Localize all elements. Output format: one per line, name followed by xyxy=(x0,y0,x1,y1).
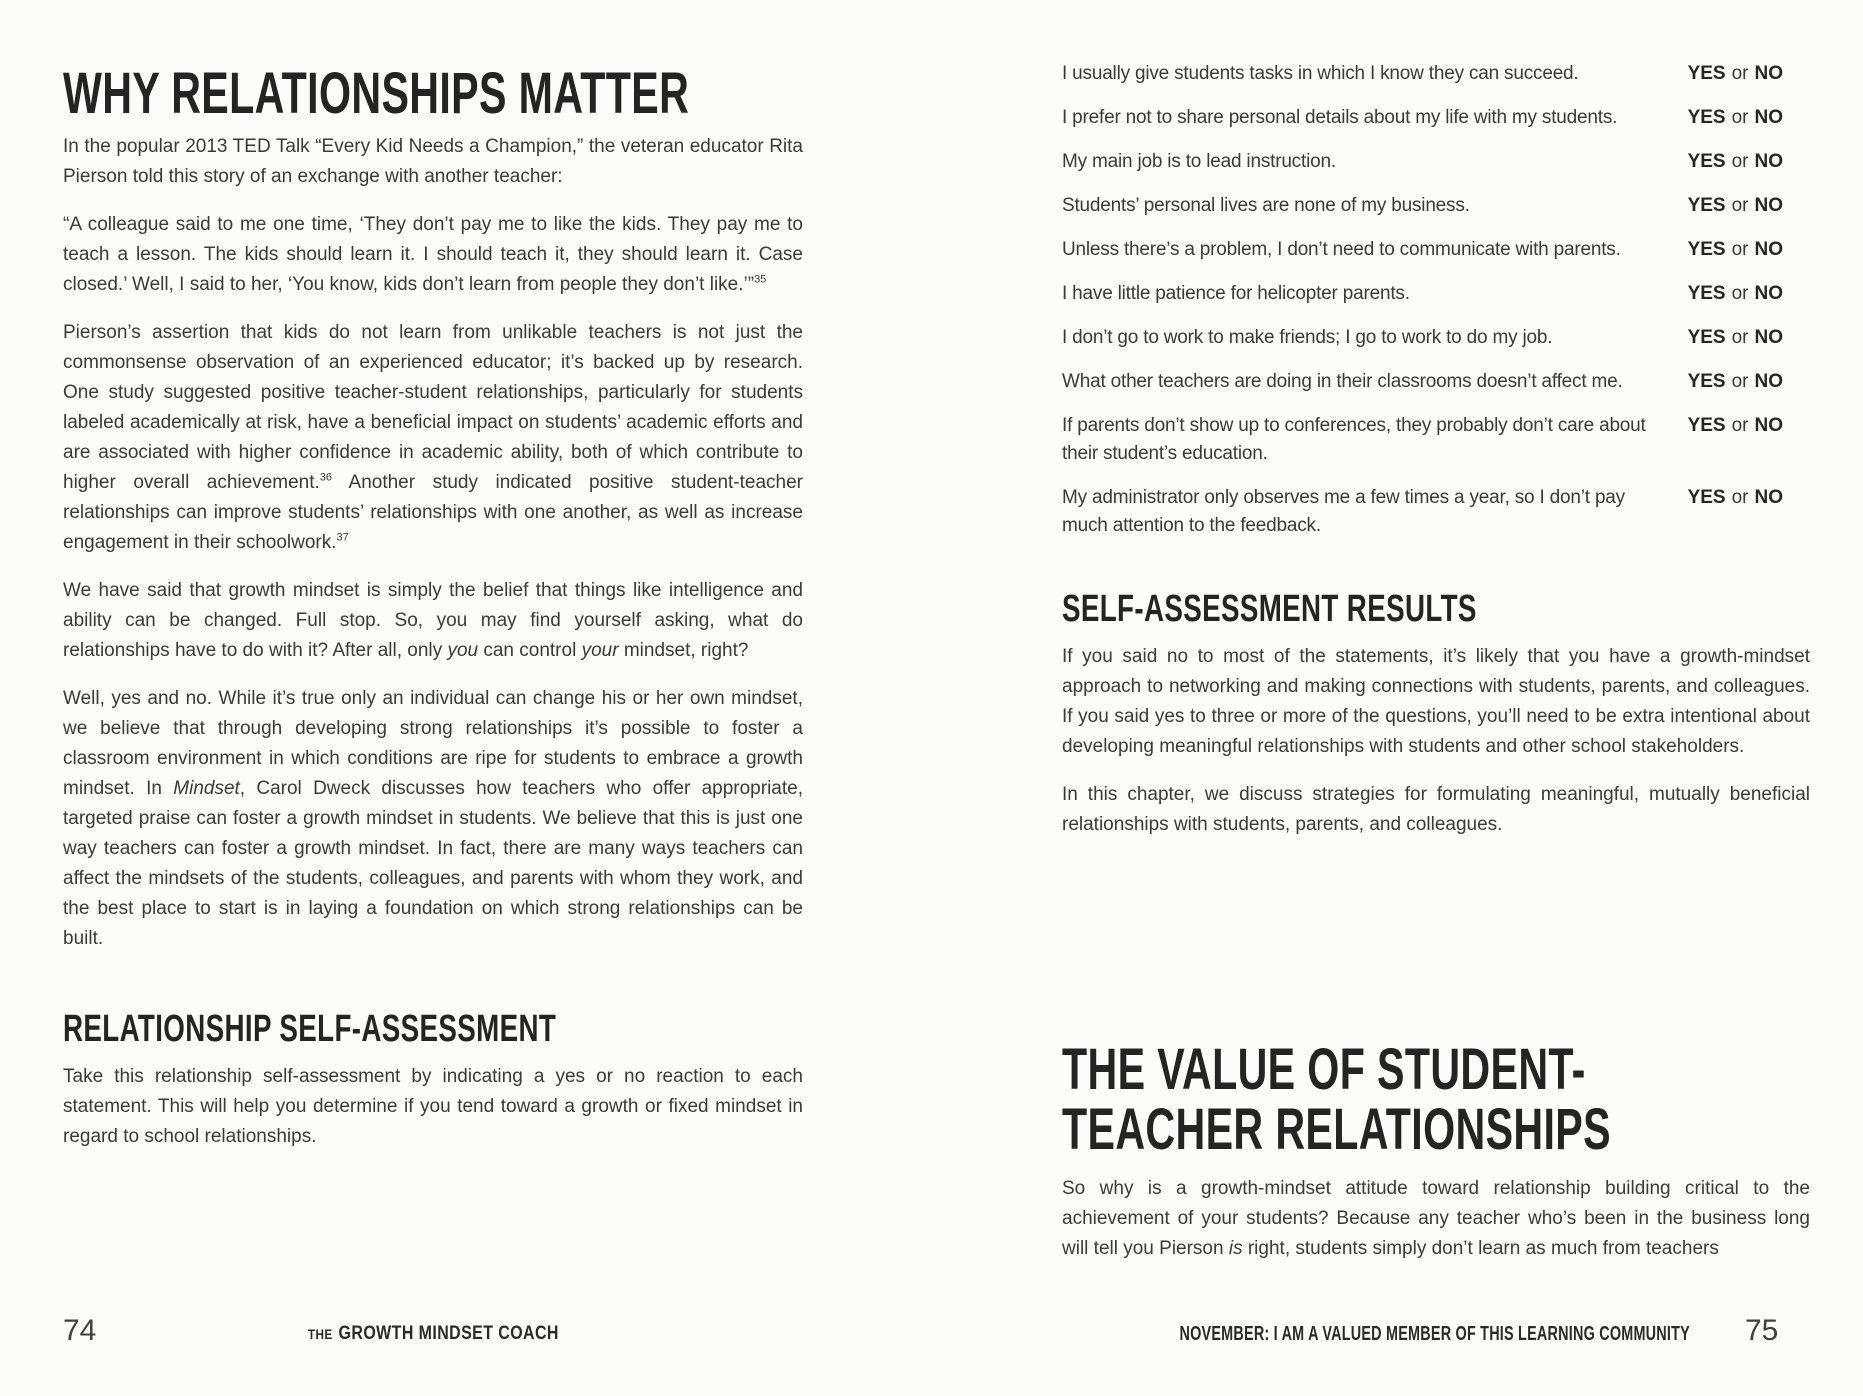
no-option: NO xyxy=(1754,239,1783,260)
left-running-footer xyxy=(63,1323,803,1345)
yes-option: YES xyxy=(1687,151,1726,172)
assessment-statement-text: What other teachers are doing in their classrooms doesn’t affect me. xyxy=(1062,371,1623,392)
or-label: or xyxy=(1731,195,1749,216)
left-page-title xyxy=(63,62,803,126)
yes-option: YES xyxy=(1687,487,1726,508)
yes-or-no-choice xyxy=(1688,280,1783,308)
book-title xyxy=(308,1323,559,1345)
assessment-statement-row xyxy=(1062,368,1810,396)
research-paragraph: Pierson’s assertion that kids do not learn from unlikable teachers is not just the commonsense observation of an experienced educator; it’s backed up by research. One study suggested positive teacher-student relationships, particularly for students labeled academically at risk, have a beneficial impact on students’ academic efforts and are associated with higher confidence in academic ability, both of which contribute to higher overall achievement.$^{36}$ Another study indicated positive student-teacher relationships can improve students’ relationships with one another, as well as increase engagement in their schoolwork.$^{37}$ xyxy=(63,322,803,553)
or-label: or xyxy=(1731,487,1749,508)
assessment-statement-row xyxy=(1062,60,1810,88)
no-option: NO xyxy=(1754,151,1783,172)
well-yes-and-no-paragraph: Well, yes and no. While it’s true only an individual can change his or her own mindset, we believe that through developing strong relationships it’s possible to foster a classroom environment in which conditions are ripe for students to embrace a growth mindset. In Mindset, Carol Dweck discusses how teachers who offer appropriate, targeted praise can foster a growth mindset in students. We believe that this is just one way teachers can foster a growth mindset. In fact, there are many ways teachers can affect the mindsets of the students, colleagues, and parents with whom they work, and the best place to start is in laying a foundation on which strong relationships can be built. xyxy=(63,688,803,949)
yes-option: YES xyxy=(1687,327,1726,348)
pierson-quote-paragraph: “A colleague said to me one time, ‘They don’t pay me to like the kids. They pay me to teach a lesson. The kids should learn it. I should teach it, they should learn it. Case closed.’ Well, I said to her, ‘You know, kids don’t learn from people they don’t like.’”$^{35}$ xyxy=(63,214,803,295)
yes-or-no-choice xyxy=(1688,368,1783,396)
right-page xyxy=(1062,60,1810,1282)
chapter-overview-paragraph: In this chapter, we discuss strategies for formulating meaningful, mutually beneficial relationships with students, parents, and colleagues. xyxy=(1062,784,1810,835)
assessment-statement-text: Unless there’s a problem, I don’t need to communicate with parents. xyxy=(1062,239,1621,260)
right-page-number: 75 xyxy=(1745,1314,1779,1347)
assessment-statement-row xyxy=(1062,192,1810,220)
assessment-statement-list xyxy=(1062,60,1810,540)
yes-or-no-choice xyxy=(1688,104,1783,132)
yes-option: YES xyxy=(1687,415,1726,436)
right-running-footer xyxy=(981,1323,1690,1346)
assessment-statement-row xyxy=(1062,412,1810,468)
yes-or-no-choice xyxy=(1688,324,1783,352)
assessment-statement-row xyxy=(1062,104,1810,132)
or-label: or xyxy=(1731,63,1749,84)
or-label: or xyxy=(1731,371,1749,392)
or-label: or xyxy=(1731,151,1749,172)
left-page-title-text: WHY RELATIONSHIPS MATTER xyxy=(63,61,690,126)
assessment-statement-text: My administrator only observes me a few times a year, so I don’t pay much attention to the feedback. xyxy=(1062,487,1625,536)
no-option: NO xyxy=(1754,107,1783,128)
chapter-title: NOVEMBER: I AM A VALUED MEMBER OF THIS LEARNING COMMUNITY xyxy=(1179,1323,1690,1345)
assessment-statement-text: If parents don’t show up to conferences, they probably don’t care about their student’s education. xyxy=(1062,415,1646,464)
value-paragraph: So why is a growth-mindset attitude toward relationship building critical to the achievement of your students? Because any teacher who’s been in the business long will tell you Pierson is right, students simply don’t learn as much from teachers xyxy=(1062,1178,1810,1259)
or-label: or xyxy=(1731,327,1749,348)
yes-or-no-choice xyxy=(1688,192,1783,220)
assessment-statement-text: I don’t go to work to make friends; I go to work to do my job. xyxy=(1062,327,1553,348)
left-page-number: 74 xyxy=(63,1314,97,1347)
yes-or-no-choice xyxy=(1688,236,1783,264)
or-label: or xyxy=(1731,283,1749,304)
no-option: NO xyxy=(1754,195,1783,216)
self-assessment-results-heading-text: SELF-ASSESSMENT RESULTS xyxy=(1062,588,1477,630)
assessment-statement-row xyxy=(1062,484,1810,540)
yes-option: YES xyxy=(1687,107,1726,128)
self-assessment-results-heading xyxy=(1062,586,1810,632)
yes-option: YES xyxy=(1687,239,1726,260)
assessment-statement-text: I have little patience for helicopter parents. xyxy=(1062,283,1410,304)
value-of-relationships-heading xyxy=(1062,1037,1810,1162)
book-title-main: GROWTH MINDSET COACH xyxy=(338,1323,559,1344)
assessment-statement-row xyxy=(1062,324,1810,352)
no-option: NO xyxy=(1754,283,1783,304)
or-label: or xyxy=(1731,239,1749,260)
yes-or-no-choice xyxy=(1688,60,1783,88)
yes-or-no-choice xyxy=(1688,148,1783,176)
no-option: NO xyxy=(1754,327,1783,348)
yes-or-no-choice xyxy=(1688,484,1783,512)
assessment-statement-text: My main job is to lead instruction. xyxy=(1062,151,1336,172)
yes-option: YES xyxy=(1687,371,1726,392)
results-paragraph: If you said no to most of the statements, it’s likely that you have a growth-mindset approach to networking and making connections with students, parents, and colleagues. If you said yes to three or more of the questions, you’ll need to be extra intentional about developing meaningful relationships with students and other school stakeholders. xyxy=(1062,646,1810,757)
assessment-statement-text: I usually give students tasks in which I know they can succeed. xyxy=(1062,63,1579,84)
yes-option: YES xyxy=(1687,195,1726,216)
no-option: NO xyxy=(1754,371,1783,392)
no-option: NO xyxy=(1754,63,1783,84)
no-option: NO xyxy=(1754,487,1783,508)
or-label: or xyxy=(1731,415,1749,436)
relationship-self-assessment-heading-text: RELATIONSHIP SELF-ASSESSMENT xyxy=(63,1008,557,1050)
assessment-intro-paragraph: Take this relationship self-assessment by indicating a yes or no reaction to each statement. This will help you determine if you tend toward a growth or fixed mindset in regard to school relationships. xyxy=(63,1066,803,1147)
assessment-statement-row xyxy=(1062,280,1810,308)
value-heading-line2: TEACHER RELATIONSHIPS xyxy=(1062,1097,1611,1162)
yes-option: YES xyxy=(1687,283,1726,304)
or-label: or xyxy=(1731,107,1749,128)
yes-or-no-choice xyxy=(1688,412,1783,440)
value-heading-line1: THE VALUE OF STUDENT- xyxy=(1062,1037,1586,1102)
assessment-statement-row xyxy=(1062,148,1810,176)
left-page xyxy=(63,62,803,1170)
relationship-self-assessment-heading xyxy=(63,1006,803,1052)
assessment-statement-text: Students’ personal lives are none of my business. xyxy=(1062,195,1470,216)
yes-option: YES xyxy=(1687,63,1726,84)
assessment-statement-text: I prefer not to share personal details about my life with my students. xyxy=(1062,107,1618,128)
growth-mindset-paragraph: We have said that growth mindset is simply the belief that things like intelligence and ability can be changed. Full stop. So, you may find yourself asking, what do relationships have to do with it? After all, only you can control your mindset, right? xyxy=(63,580,803,661)
assessment-statement-row xyxy=(1062,236,1810,264)
no-option: NO xyxy=(1754,415,1783,436)
intro-paragraph: In the popular 2013 TED Talk “Every Kid Needs a Champion,” the veteran educator Rita Pierson told this story of an exchange with another teacher: xyxy=(63,136,803,187)
book-title-the: THE xyxy=(307,1326,333,1342)
